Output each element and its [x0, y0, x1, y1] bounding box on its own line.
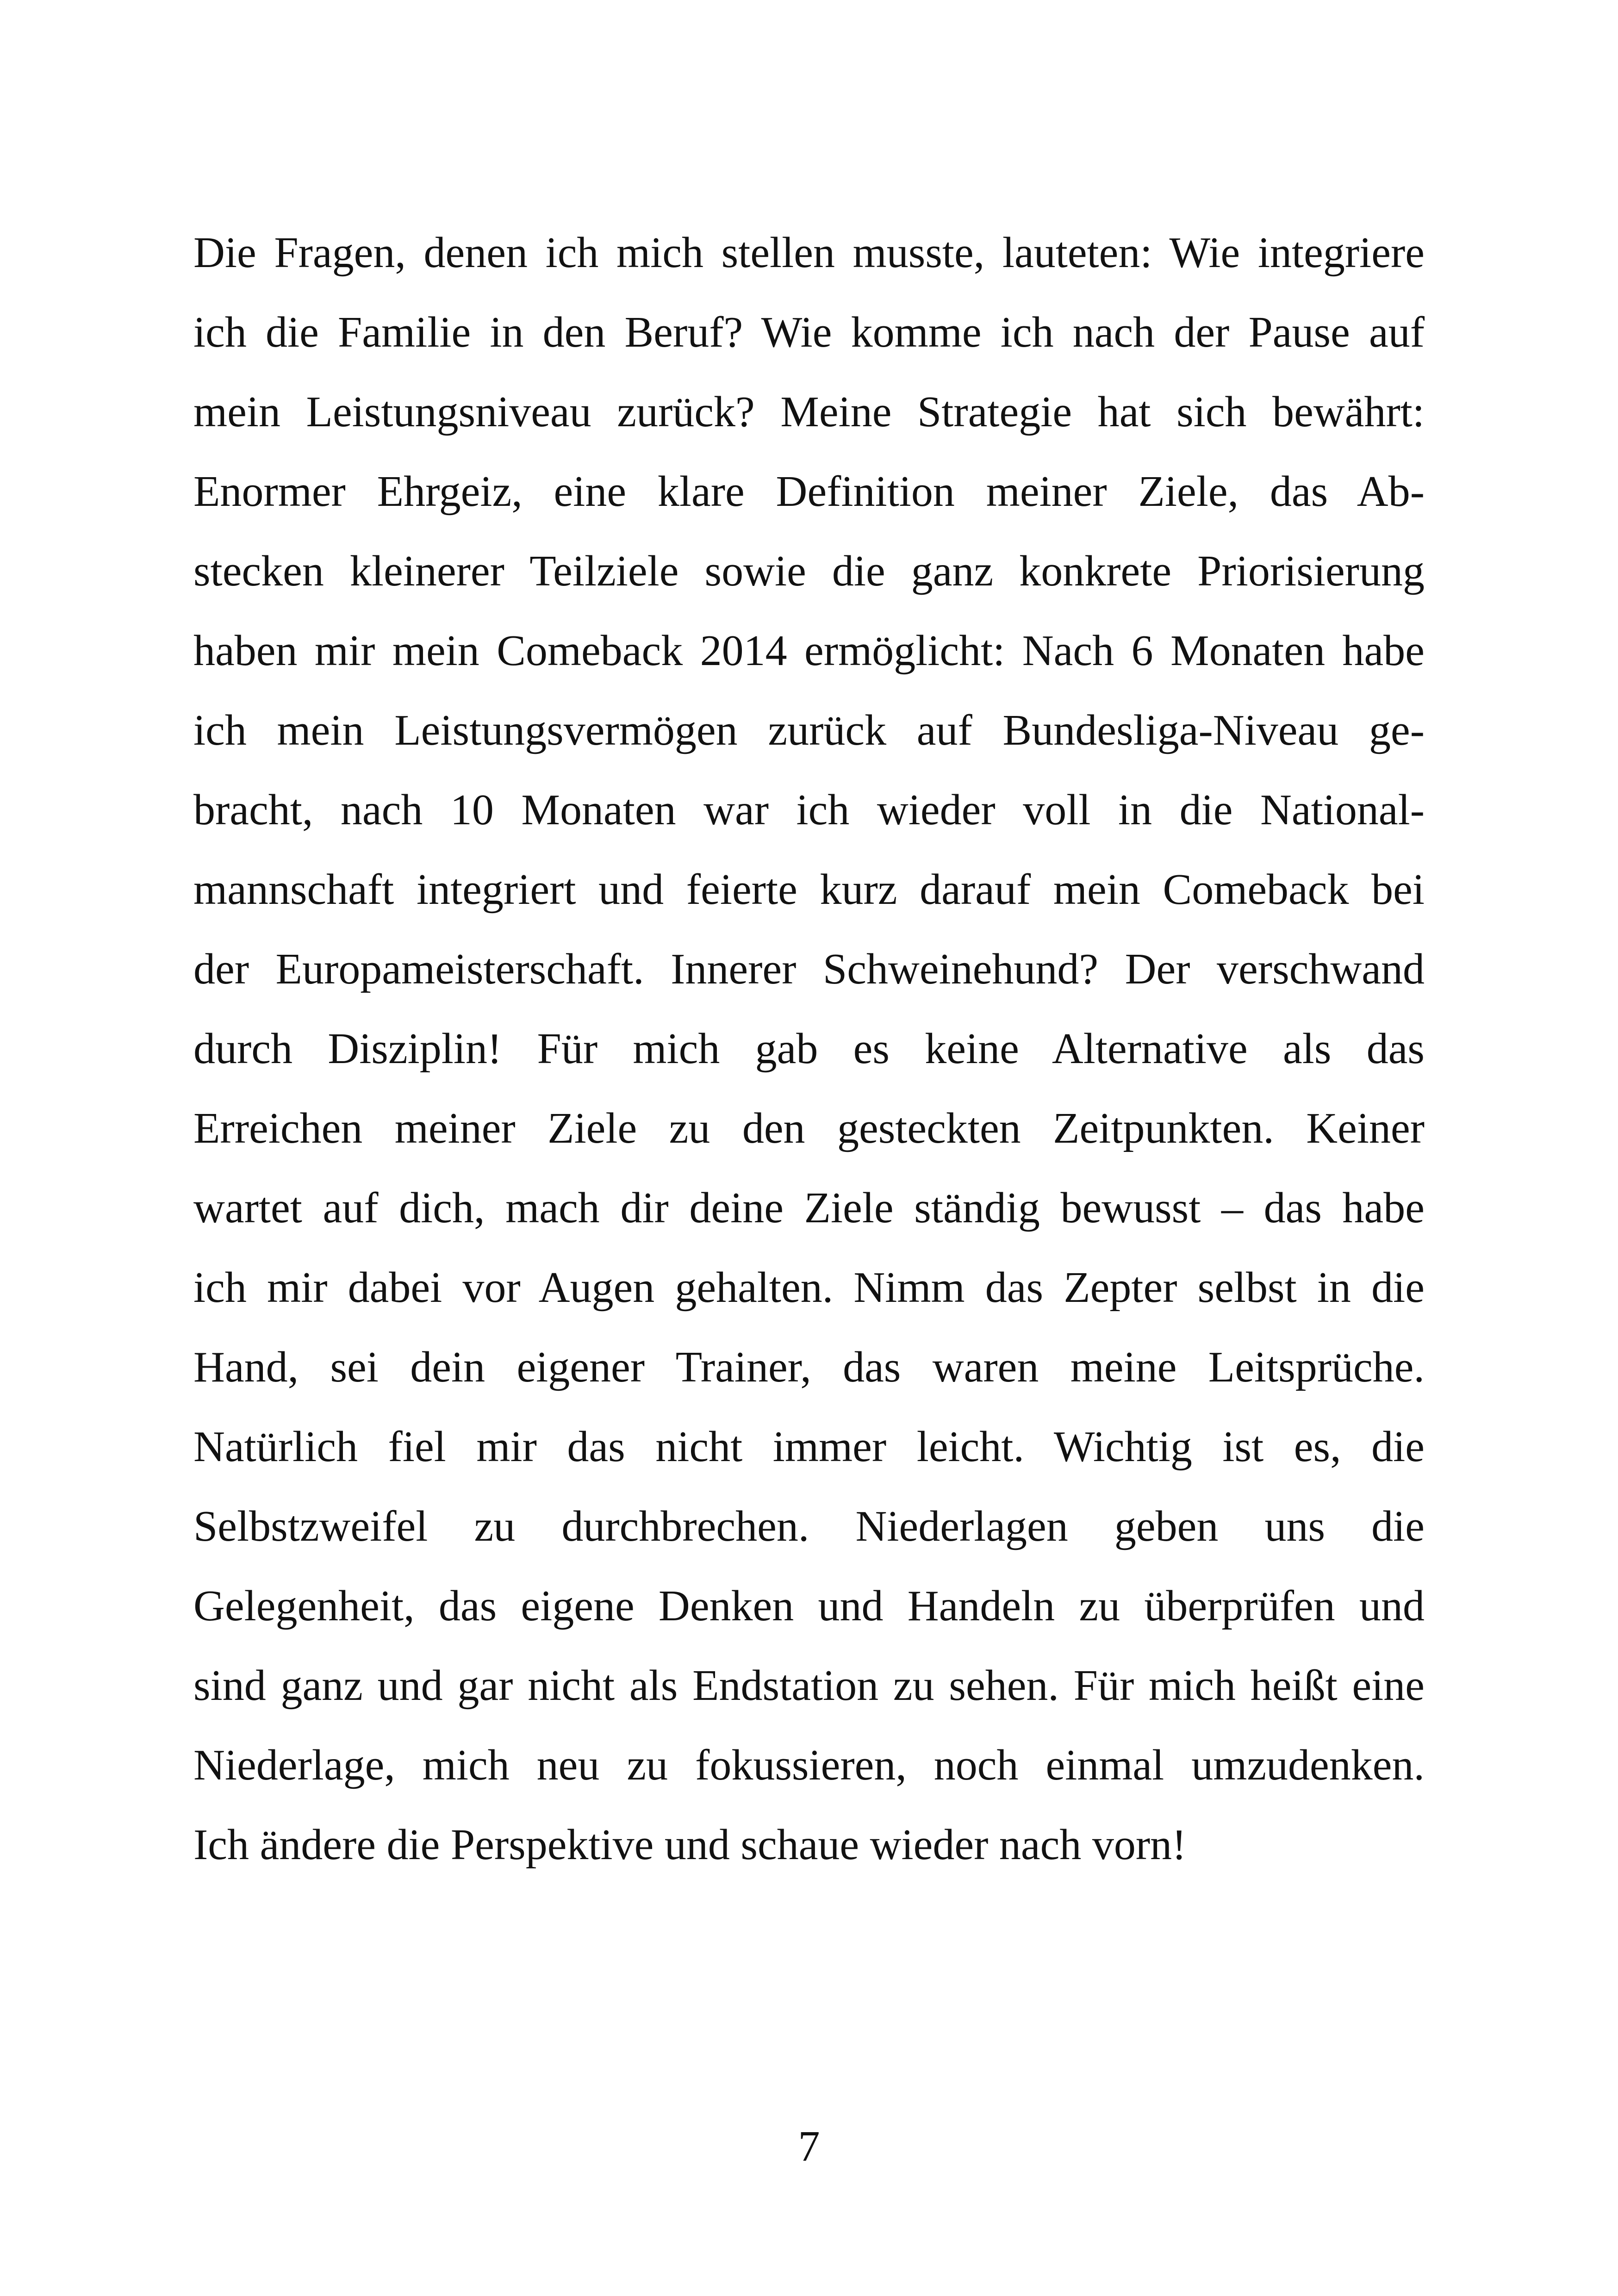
- text-line-last: Ich ändere die Perspektive und schaue wieder nach vorn!: [193, 1821, 1187, 1869]
- text-line: Die Fragen, denen ich mich stellen musste, lauteten: Wie integriere: [193, 229, 1425, 277]
- text-line: sind ganz und gar nicht als Endstation zu sehen. Für mich heißt eine: [193, 1661, 1425, 1710]
- text-line: Niederlage, mich neu zu fokussieren, noch einmal umzudenken.: [193, 1741, 1425, 1789]
- text-line: Hand, sei dein eigener Trainer, das waren meine Leitsprüche.: [193, 1343, 1425, 1391]
- text-line: ich die Familie in den Beruf? Wie komme ich nach der Pause auf: [193, 308, 1425, 356]
- page-number: 7: [798, 2122, 820, 2171]
- text-line: durch Disziplin! Für mich gab es keine Alternative als das: [193, 1025, 1425, 1073]
- text-line: ich mein Leistungsvermögen zurück auf Bundesliga-Niveau ge-: [193, 706, 1425, 754]
- text-line: haben mir mein Comeback 2014 ermöglicht: Nach 6 Monaten habe: [193, 627, 1425, 675]
- text-line: ich mir dabei vor Augen gehalten. Nimm das Zepter selbst in die: [193, 1263, 1425, 1312]
- text-line: Selbstzweifel zu durchbrechen. Niederlagen geben uns die: [193, 1502, 1425, 1550]
- text-line: der Europameisterschaft. Innerer Schweinehund? Der verschwand: [193, 945, 1425, 993]
- text-line: wartet auf dich, mach dir deine Ziele ständig bewusst – das habe: [193, 1184, 1425, 1232]
- text-line: stecken kleinerer Teilziele sowie die ganz konkrete Priorisierung: [193, 547, 1425, 595]
- text-line: Gelegenheit, das eigene Denken und Handeln zu überprüfen und: [193, 1582, 1425, 1630]
- text-line: Natürlich fiel mir das nicht immer leicht. Wichtig ist es, die: [193, 1423, 1425, 1471]
- text-line: Erreichen meiner Ziele zu den gesteckten Zeitpunkten. Keiner: [193, 1104, 1425, 1152]
- text-line: mein Leistungsniveau zurück? Meine Strategie hat sich bewährt:: [193, 388, 1425, 436]
- body-paragraph: [193, 213, 1425, 1885]
- text-line: mannschaft integriert und feierte kurz darauf mein Comeback bei: [193, 865, 1425, 914]
- text-line: bracht, nach 10 Monaten war ich wieder voll in die National-: [193, 786, 1425, 834]
- text-line: Enormer Ehrgeiz, eine klare Definition meiner Ziele, das Ab-: [193, 467, 1425, 516]
